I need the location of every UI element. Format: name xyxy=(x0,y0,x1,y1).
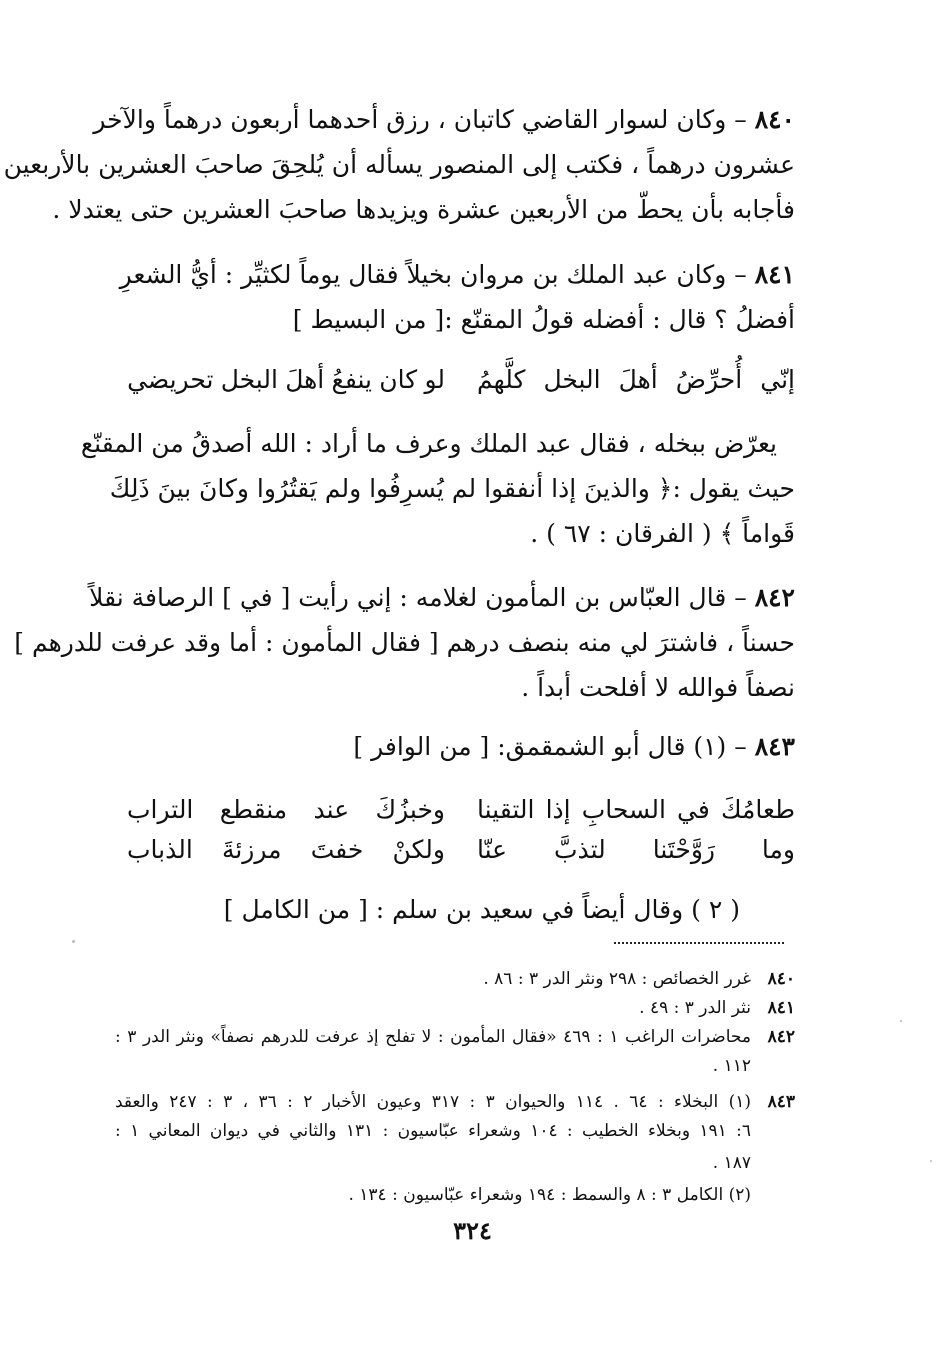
footnote-number: ٨٤٢ xyxy=(767,1027,795,1047)
footnote-number: ٨٤١ xyxy=(767,998,795,1018)
footnote-text: (١) البخلاء : ٦٤ . ١١٤ والحيوان ٣ : ٣١٧ وعيون الأخبار ٢ : ٣٦ ، ٣ : ٢٤٧ والعقد xyxy=(115,1092,751,1112)
footnote-text: (٢) الكامل ٣ : ٨ والسمط : ١٩٤ وشعراء عبّاسيون : ١٣٤ . xyxy=(348,1185,751,1205)
entry-number-841: ٨٤١ xyxy=(754,260,795,289)
verse-word: رَوَّحْتَنا xyxy=(652,834,716,864)
footnote-text: ٦: ١٩١ وبخلاء الخطيب : ١٠٤ وشعراء عبّاسيون : ١٣١ والثاني في ديوان المعاني ١ : xyxy=(115,1121,751,1141)
verse-word: خفتَ xyxy=(310,834,364,864)
scan-speck xyxy=(930,1160,932,1162)
footnote-text: نثر الدر ٣ : ٤٩ . xyxy=(639,998,751,1018)
paragraph-text: – وكان عبد الملك بن مروان بخيلاً فقال يوماً لكثيِّر : أيُّ الشعرِ xyxy=(119,260,747,289)
paragraph-843-line-1 xyxy=(120,727,795,767)
footnote-text: محاضرات الراغب ١ : ٤٦٩ «فقال المأمون : لا تفلح إذ عرفت للدرهم نصفاً» ونثر الدر ٣ : xyxy=(115,1027,751,1047)
verse-word: وما xyxy=(761,834,795,864)
verse-word: إذا xyxy=(545,794,571,824)
verse-word: السحابِ xyxy=(581,794,666,824)
verse-word: كان xyxy=(379,364,418,394)
verse-word: مرزئةَ xyxy=(221,834,282,864)
paragraph-840-line-2: عشرون درهماً ، فكتب إلى المنصور يسأله أن يُلحِقَ صاحبَ العشرين بالأربعين xyxy=(3,150,795,179)
paragraph-841-line-1 xyxy=(120,255,795,295)
verse-word: الذباب xyxy=(127,834,193,864)
verse-first-hemistich xyxy=(477,365,795,394)
verse-second-hemistich xyxy=(127,795,445,824)
paragraph-text: – (١) قال أبو الشمقمق: [ من الوافر ] xyxy=(353,732,747,761)
paragraph-text: – قال العبّاس بن المأمون لغلامه : إني رأيت [ في ] الرصافة نقلاً xyxy=(89,583,747,612)
verse-first-hemistich xyxy=(477,835,795,864)
footnote-text: غرر الخصائص : ٢٩٨ ونثر الدر ٣ : ٨٦ . xyxy=(483,969,751,989)
verse-word: أهلَ xyxy=(618,364,658,394)
verse-word: في xyxy=(677,794,710,824)
paragraph-842-line-2: حسناً ، فاشترَ لي منه بنصف درهم [ فقال المأمون : أما وقد عرفت للدرهم ] xyxy=(14,628,795,657)
paragraph-841-line-5: قَواماً ﴾ ( الفرقان : ٦٧ ) . xyxy=(530,519,795,548)
entry-number-842: ٨٤٢ xyxy=(754,583,795,612)
footnote-843-part-2 xyxy=(115,1182,751,1209)
verse-word: إنّي xyxy=(760,364,795,394)
verse-word: لتذبَّ xyxy=(553,834,606,864)
footnote-843-continuation xyxy=(115,1118,751,1145)
verse-abu-al-shamaqmaq-1 xyxy=(127,787,795,831)
verse-word: طعامُكَ xyxy=(720,794,795,824)
verse-word: ولكنْ xyxy=(392,834,445,864)
footnote-843-continuation xyxy=(115,1150,751,1177)
footnote-843 xyxy=(115,1089,795,1116)
verse-word: أُحرِّضُ xyxy=(675,364,743,394)
footnote-text: ١١٢ . xyxy=(712,1056,751,1076)
footnote-840 xyxy=(115,966,795,993)
verse-word: تحريضي xyxy=(127,364,214,394)
paragraph-842-line-3: نصفاً فوالله لا أفلحت أبداً . xyxy=(521,673,795,702)
paragraph-840-line-1 xyxy=(93,100,795,140)
verse-first-hemistich xyxy=(477,795,795,824)
paragraph-841-line-2: أفضلُ ؟ قال : أفضله قولُ المقنّع :[ من البسيط ] xyxy=(292,305,795,334)
scan-speck xyxy=(900,1020,902,1022)
entry-number-843: ٨٤٣ xyxy=(754,732,795,761)
verse-word: عنّا xyxy=(477,834,508,864)
verse-word: البخل xyxy=(220,364,278,394)
paragraph-841-line-3: يعرّض ببخله ، فقال عبد الملك وعرف ما أراد : الله أصدقُ من المقنّع xyxy=(80,429,777,458)
verse-word: البخل xyxy=(543,364,601,394)
verse-word: لو xyxy=(424,364,445,394)
verse-word: التراب xyxy=(127,794,194,824)
verse-second-hemistich xyxy=(127,835,445,864)
verse-word: وخبزُكَ xyxy=(375,794,445,824)
paragraph-841-line-4: حيث يقول :﴿ والذينَ إذا أنفقوا لم يُسرِفُوا ولم يَقتُرُوا وكانَ بينَ ذَلِكَ xyxy=(109,474,795,503)
verse-word: منقطع xyxy=(219,794,288,824)
verse-al-muqanna xyxy=(127,357,795,401)
footnote-separator xyxy=(614,942,784,944)
page-number: ٣٢٤ xyxy=(453,1216,492,1245)
footnote-number: ٨٤٠ xyxy=(767,969,795,989)
footnote-842 xyxy=(115,1024,795,1051)
verse-second-hemistich xyxy=(127,365,445,394)
paragraph-text: – وكان لسوار القاضي كاتبان ، رزق أحدهما أربعون درهماً والآخر xyxy=(93,105,747,134)
paragraph-843-line-2: ( ٢ ) وقال أيضاً في سعيد بن سلم : [ من الكامل ] xyxy=(223,895,740,924)
verse-word: ينفعُ xyxy=(331,364,372,394)
entry-number-840: ٨٤٠ xyxy=(754,105,795,134)
paragraph-842-line-1 xyxy=(89,578,795,618)
scan-speck xyxy=(72,940,75,943)
paragraph-840-line-3: فأجابه بأن يحطّ من الأربعين عشرة ويزيدها صاحبَ العشرين حتى يعتدلا . xyxy=(52,195,795,224)
verse-word: عند xyxy=(313,794,350,824)
verse-abu-al-shamaqmaq-2 xyxy=(127,827,795,871)
footnote-text: ١٨٧ . xyxy=(712,1153,751,1173)
footnote-842-continuation xyxy=(115,1053,751,1080)
verse-word: أهلَ xyxy=(285,364,325,394)
verse-word: كلَّهمُ xyxy=(477,364,526,394)
footnote-number: ٨٤٣ xyxy=(767,1092,795,1112)
footnote-841 xyxy=(115,995,795,1022)
verse-word: التقينا xyxy=(477,794,535,824)
